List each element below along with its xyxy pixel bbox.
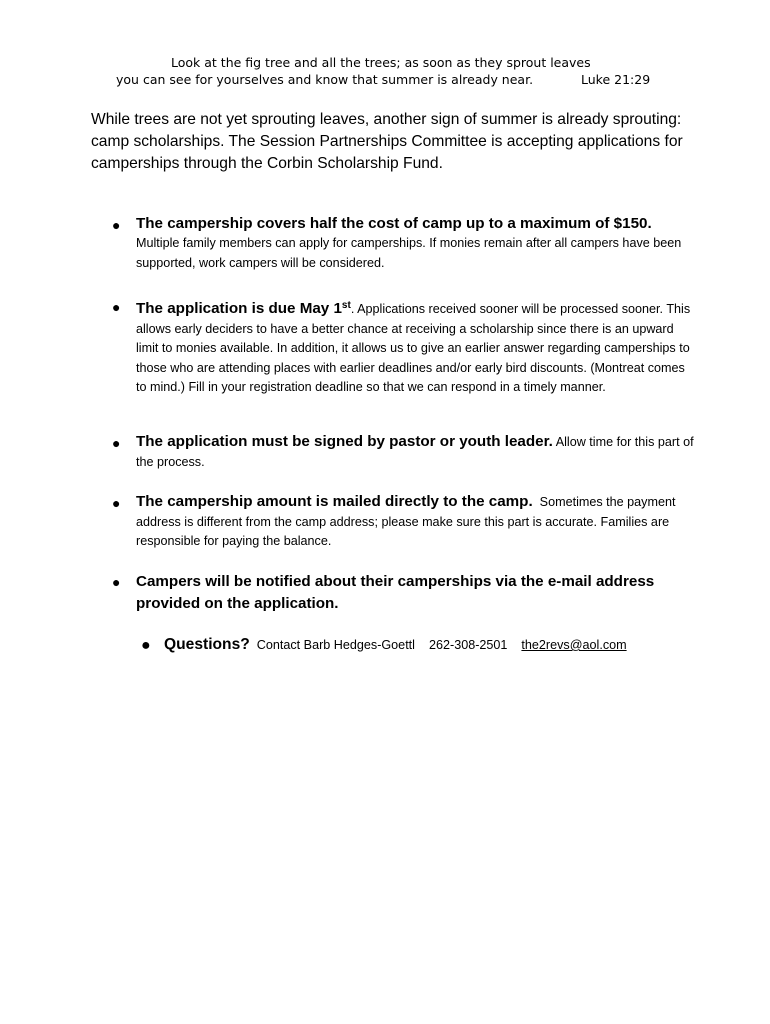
point-body: . Applications received sooner will be processed sooner. This allows early deciders to have a better chance at receiving a scholarship since there is an upward limit to monies available. In addition, it allows us to give an earlier answer regarding camperships to those who are attending places with earlier deadlines and/or early bird discounts. (Montreat comes to mind.) Fill in your registration deadline so that we can respond in a timely manner. [136,302,691,395]
questions-email-link[interactable]: the2revs@aol.com [521,638,627,652]
bullet-icon: ● [112,435,121,451]
intro-paragraph: While trees are not yet sprouting leaves, another sign of summer is already sprouting: camp scholarships. The Session Partnerships Committee is accepting applications for camperships through the Corbin Scholarship Fund. [91,111,683,172]
questions-contact: Contact Barb Hedges-Goettl [256,638,415,652]
point-heading: The campership amount is mailed directly to the camp. [136,493,533,510]
point-heading-superscript: st [341,300,351,311]
bullet-icon: ● [112,495,121,511]
point-heading: The application must be signed by pastor or youth leader. [136,433,553,450]
bullet-icon: ● [141,637,151,654]
questions-phone: 262-308-2501 [428,638,508,652]
questions-label: Questions? [164,636,250,653]
bullet-icon: ● [112,574,121,590]
epigraph-line-1: Look at the fig tree and all the trees; as soon as they sprout leaves [171,55,591,70]
point-body: Multiple family members can apply for camperships. If monies remain after all campers have been supported, work campers will be considered. [136,236,682,270]
point-heading: The application is due May 1 [136,300,342,318]
bullet-icon: ● [112,299,121,315]
point-body: Sometimes the payment address is different from the camp address; please make sure this part is accurate. Families are responsible for paying the balance. [136,495,676,548]
point-heading: The campership covers half the cost of camp up to a maximum of $150. [136,215,652,232]
point-body: Allow time for this part of the process. [136,435,694,469]
epigraph-reference: Luke 21:29 [581,72,651,87]
bullet-icon: ● [112,217,121,233]
epigraph-line-2: you can see for yourselves and know that summer is already near. [116,72,534,87]
point-heading: Campers will be notified about their camperships via the e-mail address provided on the application. [136,573,655,612]
